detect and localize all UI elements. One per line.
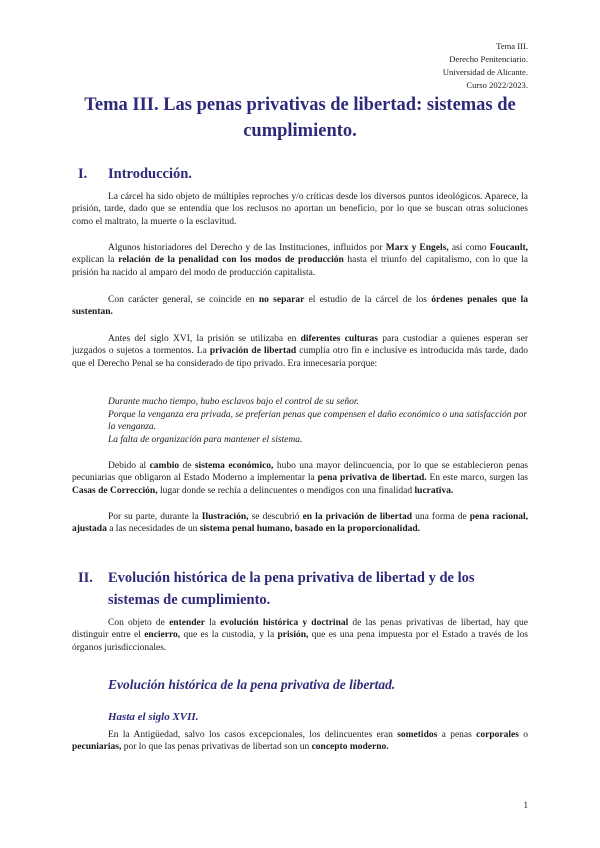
section-number: I. (78, 166, 88, 182)
paragraph: Con objeto de entender la evolución histórica y doctrinal de las penas privativas de libertad, hay que distinguir entre el encierro, que es la custodia, y la prisión, que es una pena impuesta por el Estado a través de los órganos jurisdiccionales. (72, 618, 529, 653)
page-number: 1 (523, 800, 528, 810)
quote-item: Durante mucho tiempo, hubo esclavos bajo el control de su señor. (108, 397, 359, 407)
header-line: Tema III. (496, 41, 528, 51)
document-title: Tema III. Las penas privativas de libertad: sistemas de cumplimiento. (84, 95, 516, 141)
header-line: Derecho Penitenciario. (449, 54, 528, 64)
paragraph: Debido al cambio de sistema económico, hubo una mayor delincuencia, por lo que se establecieron penas pecuniarias que obligaron al Estado Moderno a implementar la pena privativa de libertad. En este marco, surgen las Casas de Corrección, lugar donde se rechía a delincuentes o mendigos con una finalidad lucrativa. (72, 461, 528, 496)
subsection-heading: Evolución histórica de la pena privativa de libertad. (108, 677, 396, 692)
subsubsection-heading: Hasta el siglo XVII. (108, 711, 199, 723)
document-header (443, 40, 528, 92)
quote-item: Porque la venganza era privada, se preferían penas que compensen el daño económico o una satisfacción por la venganza. (108, 410, 528, 433)
header-line: Curso 2022/2023. (466, 80, 528, 90)
section-heading-introduccion (72, 163, 528, 185)
section-title: Introducción. (108, 166, 192, 182)
paragraph: Por su parte, durante la Ilustración, se descubrió en la privación de libertad una forma de pena racional, ajustada a las necesidades de un sistema penal humano, basado en la proporcionalidad. (72, 512, 528, 535)
header-line: Universidad de Alicante. (442, 67, 528, 77)
paragraph: Con carácter general, se coincide en no separar el estudio de la cárcel de los órdenes penales que la sustentan. (72, 295, 528, 318)
section-title: Evolución histórica de la pena privativa de libertad y de los sistemas de cumplimiento. (108, 570, 475, 608)
paragraph: Algunos historiadores del Derecho y de las Instituciones, influidos por Marx y Engels, así como Foucault, explican la relación de la penalidad con los modos de producción hasta el triunfo del capitalismo, con lo que la prisión ha nacido al amparo del modo de producción capitalista. (72, 243, 529, 278)
paragraph: Antes del siglo XVI, la prisión se utilizaba en diferentes culturas para custodiar a quienes esperan ser juzgados o sujetos a tormentos. La privación de libertad cumplía otro fin e inclusive es introducida más tarde, dado que el Derecho Penal se ha considerado de tipo privado. Era innecesaria porque: (72, 334, 529, 369)
quote-item: La falta de organización para mantener el sistema. (108, 435, 303, 445)
section-number: II. (78, 570, 93, 586)
section-heading-evolucion (72, 567, 528, 611)
paragraph: En la Antigüedad, salvo los casos excepcionales, los delincuentes eran sometidos a penas corporales o pecuniarias, por lo que las penas privativas de libertad son un concepto moderno. (72, 730, 528, 753)
paragraph: La cárcel ha sido objeto de múltiples reproches y/o críticas desde los diversos puntos ideológicos. Aparece, la prisión, tarde, dado que se entendía que los reclusos no aportan un beneficio, por lo que se buscan otras soluciones como el maltrato, la muerte o la esclavitud. (72, 192, 528, 227)
